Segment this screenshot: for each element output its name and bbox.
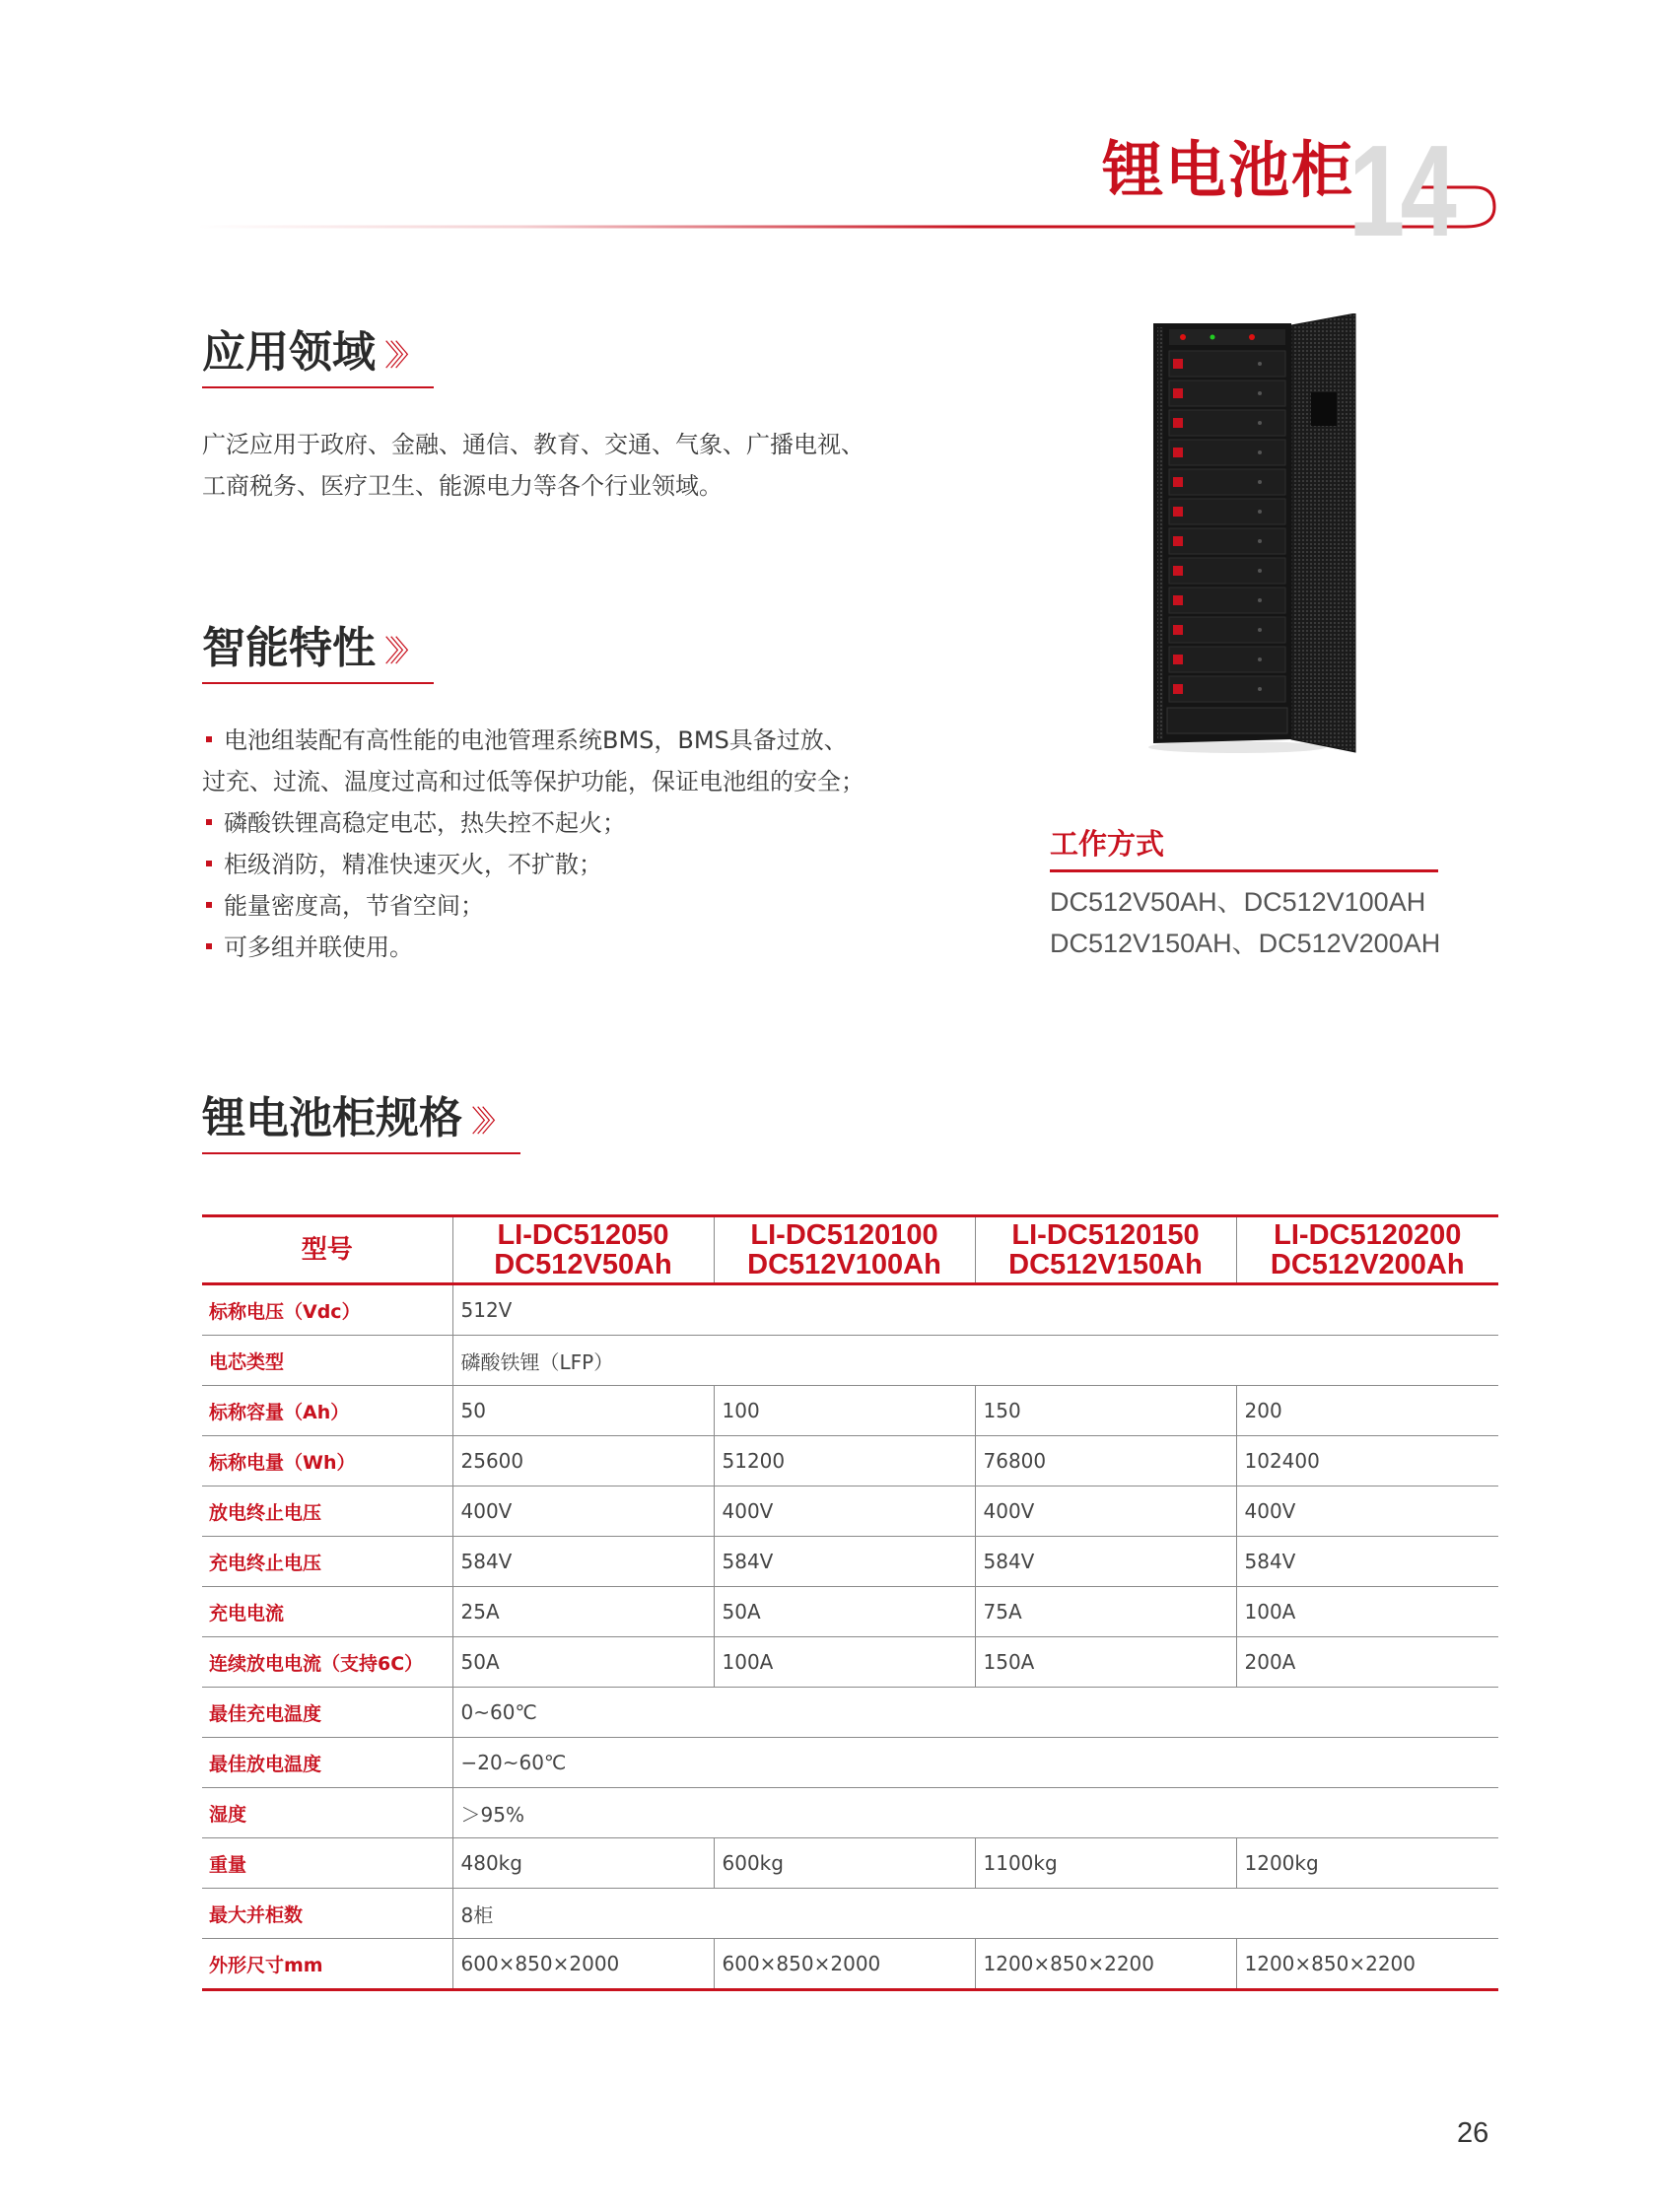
table-cell: 100A: [1236, 1587, 1498, 1637]
table-cell: 584V: [1236, 1537, 1498, 1587]
table-cell: 150: [975, 1386, 1236, 1436]
application-line: 工商税务、医疗卫生、能源电力等各个行业领域。: [202, 472, 723, 500]
table-cell: −20~60℃: [452, 1738, 1498, 1788]
heading-underline: [202, 1152, 520, 1154]
model-code: LI-DC512050: [497, 1219, 669, 1251]
table-row: [202, 1486, 1498, 1537]
feature-item: [202, 844, 951, 885]
table-cell: 584V: [452, 1537, 714, 1587]
table-cell: 8柜: [452, 1889, 1498, 1939]
row-label: 充电电流: [202, 1587, 452, 1637]
table-cell: 600×850×2000: [452, 1939, 714, 1990]
row-label: 标称电量（Wh）: [202, 1436, 452, 1486]
table-cell: 600×850×2000: [714, 1939, 975, 1990]
table-row: [202, 1838, 1498, 1889]
feature-text: 磷酸铁锂高稳定电芯，热失控不起火；: [224, 809, 626, 837]
application-heading: [202, 327, 415, 378]
table-row: [202, 1537, 1498, 1587]
table-header-row: [202, 1216, 1498, 1284]
table-cell: 400V: [452, 1486, 714, 1537]
features-heading-text: 智能特性: [202, 623, 376, 673]
red-square-bullet-icon: [206, 736, 212, 742]
specs-heading-text: 锂电池柜规格: [202, 1093, 462, 1143]
triple-chevron-right-icon: 〉〉〉: [384, 339, 415, 374]
column-header: [975, 1216, 1236, 1284]
heading-underline: [202, 386, 434, 388]
row-label: 最佳充电温度: [202, 1688, 452, 1738]
application-heading-text: 应用领域: [202, 327, 376, 378]
feature-item: [202, 720, 951, 761]
feature-text: 可多组并联使用。: [224, 933, 413, 961]
table-cell: 584V: [714, 1537, 975, 1587]
table-row: [202, 1284, 1498, 1336]
table-cell: 150A: [975, 1637, 1236, 1688]
column-header: [714, 1216, 975, 1284]
table-cell: 1200×850×2200: [975, 1939, 1236, 1990]
application-line: 广泛应用于政府、金融、通信、教育、交通、气象、广播电视、: [202, 431, 864, 458]
chapter-number: [1348, 118, 1477, 263]
red-square-bullet-icon: [206, 902, 212, 908]
table-cell: 200A: [1236, 1637, 1498, 1688]
page-number: 26: [1457, 2117, 1489, 2149]
table-row: [202, 1436, 1498, 1486]
table-row: [202, 1738, 1498, 1788]
table-row: [202, 1688, 1498, 1738]
work-mode-line: DC512V50AH、DC512V100AH: [1050, 887, 1426, 917]
row-label: 电芯类型: [202, 1336, 452, 1386]
row-label: 外形尺寸mm: [202, 1939, 452, 1990]
row-label: 最佳放电温度: [202, 1738, 452, 1788]
feature-text: 能量密度高，节省空间；: [224, 892, 484, 920]
row-label: 充电终止电压: [202, 1537, 452, 1587]
feature-item: [202, 885, 951, 927]
row-label: 重量: [202, 1838, 452, 1889]
red-square-bullet-icon: [206, 943, 212, 949]
feature-text: 电池组装配有高性能的电池管理系统BMS，BMS具备过放、: [224, 726, 848, 754]
row-label: 连续放电电流（支持6C）: [202, 1637, 452, 1688]
features-list: [202, 720, 951, 968]
features-heading: [202, 623, 415, 673]
table-cell: 100A: [714, 1637, 975, 1688]
table-row: [202, 1889, 1498, 1939]
model-code: LI-DC5120200: [1274, 1219, 1462, 1251]
model-name: DC512V150Ah: [1008, 1249, 1203, 1280]
table-cell: 584V: [975, 1537, 1236, 1587]
row-label: 放电终止电压: [202, 1486, 452, 1537]
model-name: DC512V100Ah: [747, 1249, 941, 1280]
table-cell: 512V: [452, 1284, 1498, 1336]
table-cell: 25600: [452, 1436, 714, 1486]
page-title: 锂电池柜: [1102, 134, 1355, 206]
model-code: LI-DC5120100: [750, 1219, 938, 1251]
table-cell: 102400: [1236, 1436, 1498, 1486]
table-row: [202, 1386, 1498, 1436]
feature-text: 过充、过流、温度过高和过低等保护功能，保证电池组的安全；: [202, 768, 864, 795]
chapter-number-text: 14: [1348, 118, 1453, 263]
row-label: 湿度: [202, 1788, 452, 1838]
triple-chevron-right-icon: 〉〉〉: [384, 635, 415, 669]
table-cell: 1200kg: [1236, 1838, 1498, 1889]
row-label: 标称容量（Ah）: [202, 1386, 452, 1436]
table-cell: 50A: [714, 1587, 975, 1637]
work-mode-line: DC512V150AH、DC512V200AH: [1050, 929, 1441, 958]
table-cell: 75A: [975, 1587, 1236, 1637]
table-row: [202, 1939, 1498, 1990]
table-cell: 1100kg: [975, 1838, 1236, 1889]
feature-item-continuation: [202, 761, 951, 802]
table-row: [202, 1587, 1498, 1637]
table-cell: 400V: [975, 1486, 1236, 1537]
heading-underline: [202, 682, 434, 684]
table-cell: 600kg: [714, 1838, 975, 1889]
column-header-model: 型号: [202, 1216, 452, 1284]
table-cell: 磷酸铁锂（LFP）: [452, 1336, 1498, 1386]
feature-item: [202, 802, 951, 844]
table-body: [202, 1284, 1498, 1990]
work-mode-underline: [1050, 869, 1438, 872]
red-square-bullet-icon: [206, 819, 212, 825]
table-cell: 76800: [975, 1436, 1236, 1486]
red-square-bullet-icon: [206, 861, 212, 866]
model-code: LI-DC5120150: [1011, 1219, 1200, 1251]
table-cell: 0~60℃: [452, 1688, 1498, 1738]
triple-chevron-right-icon: 〉〉〉: [471, 1105, 502, 1140]
table-cell: 51200: [714, 1436, 975, 1486]
column-header: [452, 1216, 714, 1284]
table-cell: 50: [452, 1386, 714, 1436]
table-row: [202, 1637, 1498, 1688]
table-cell: 400V: [714, 1486, 975, 1537]
model-name: DC512V50Ah: [494, 1249, 672, 1280]
spec-table: [202, 1214, 1498, 1991]
table-row: [202, 1336, 1498, 1386]
table-cell: 200: [1236, 1386, 1498, 1436]
row-label: 最大并柜数: [202, 1889, 452, 1939]
table-cell: 100: [714, 1386, 975, 1436]
table-cell: 25A: [452, 1587, 714, 1637]
model-name: DC512V200Ah: [1270, 1249, 1465, 1280]
table-cell: 480kg: [452, 1838, 714, 1889]
feature-item: [202, 927, 951, 968]
table-row: [202, 1788, 1498, 1838]
row-label: 标称电压（Vdc）: [202, 1284, 452, 1336]
application-text: [202, 424, 864, 507]
column-header: [1236, 1216, 1498, 1284]
specs-heading: [202, 1093, 502, 1143]
work-mode-title: 工作方式: [1050, 827, 1165, 861]
feature-text: 柜级消防，精准快速灭火，不扩散；: [224, 851, 602, 878]
battery-cabinet-image: [1143, 313, 1370, 757]
table-cell: 400V: [1236, 1486, 1498, 1537]
table-cell: ＞95%: [452, 1788, 1498, 1838]
table-cell: 1200×850×2200: [1236, 1939, 1498, 1990]
work-mode-models: [1050, 881, 1440, 964]
table-cell: 50A: [452, 1637, 714, 1688]
